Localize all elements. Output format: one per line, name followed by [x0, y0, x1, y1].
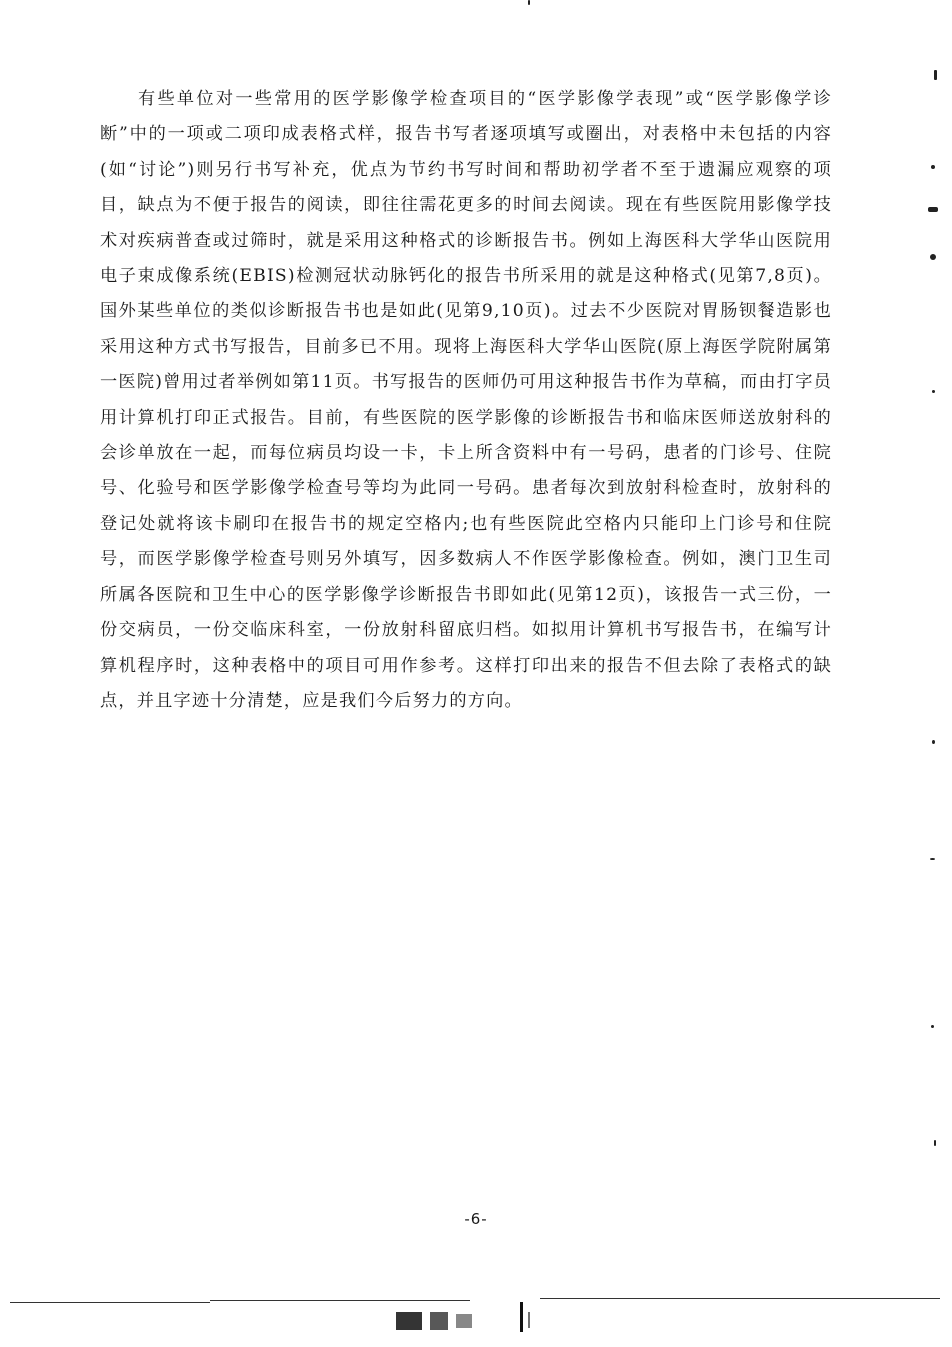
scan-speck	[934, 1140, 936, 1146]
scan-speck	[928, 207, 938, 212]
scan-speck	[528, 0, 530, 5]
scan-speck	[932, 740, 935, 744]
scan-speck	[931, 165, 935, 169]
scan-speck	[930, 254, 936, 260]
scan-speck	[932, 390, 935, 393]
scan-speck	[934, 70, 937, 80]
scan-bottom-line	[540, 1298, 940, 1299]
scan-edge-block	[520, 1302, 523, 1332]
scan-edge-block	[430, 1312, 448, 1330]
scan-edge-block	[528, 1312, 530, 1328]
scan-speck	[931, 1025, 934, 1028]
scan-edge-block	[456, 1314, 472, 1328]
scan-edge-block	[396, 1312, 422, 1330]
scan-bottom-line	[210, 1300, 470, 1301]
page-number: -6-	[464, 1210, 488, 1228]
body-paragraph: 有些单位对一些常用的医学影像学检查项目的“医学影像学表现”或“医学影像学诊断”中的一项或二项印成表格式样，报告书写者逐项填写或圈出，对表格中未包括的内容(如“讨论”)则另行书写补充，优点为节约书写时间和帮助初学者不至于遗漏应观察的项目，缺点为不便于报告的阅读，即往往需花更多的时间去阅读。现在有些医院用影像学技术对疾病普查或过筛时，就是采用这种格式的诊断报告书。例如上海医科大学华山医院用电子束成像系统(EBIS)检测冠状动脉钙化的报告书所采用的就是这种格式(见第7,8页)。国外某些单位的类似诊断报告书也是如此(见第9,10页)。过去不少医院对胃肠钡餐造影也采用这种方式书写报告，目前多已不用。现将上海医科大学华山医院(原上海医学院附属第一医院)曾用过者举例如第11页。书写报告的医师仍可用这种报告书作为草稿，而由打字员用计算机打印正式报告。目前，有些医院的医学影像的诊断报告书和临床医师送放射科的会诊单放在一起，而每位病员均设一卡，卡上所含资料中有一号码，患者的门诊号、住院号、化验号和医学影像学检查号等均为此同一号码。患者每次到放射科检查时，放射科的登记处就将该卡刷印在报告书的规定空格内;也有些医院此空格内只能印上门诊号和住院号，而医学影像学检查号则另外填写，因多数病人不作医学影像检查。例如，澳门卫生司所属各医院和卫生中心的医学影像学诊断报告书即如此(见第12页)，该报告一式三份，一份交病员，一份交临床科室，一份放射科留底归档。如拟用计算机书写报告书，在编写计算机程序时，这种表格中的项目可用作参考。这样打印出来的报告不但去除了表格式的缺点，并且字迹十分清楚，应是我们今后努力的方向。	[100, 89, 832, 711]
scan-bottom-line	[10, 1302, 210, 1303]
scan-speck	[930, 858, 935, 860]
